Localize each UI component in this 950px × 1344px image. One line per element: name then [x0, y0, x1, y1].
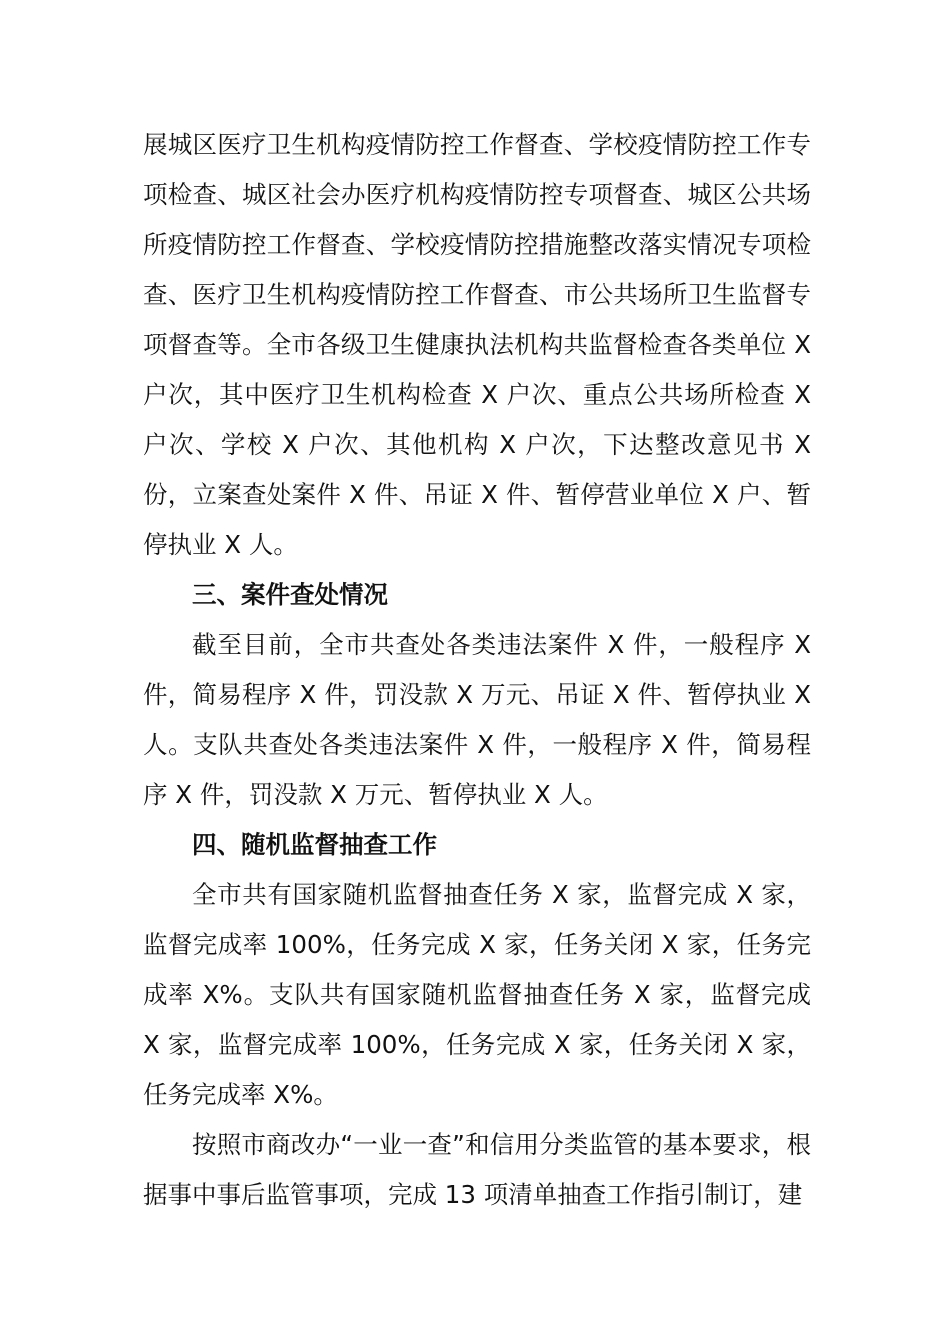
section-heading-random-inspection: 四、随机监督抽查工作: [192, 830, 437, 859]
document-body: [143, 120, 811, 1220]
paragraph-continued: 展城区医疗卫生机构疫情防控工作督查、学校疫情防控工作专项检查、城区社会办医疗机构疫情防控专项督查、城区公共场所疫情防控工作督查、学校疫情防控措施整改落实情况专项检查、医疗卫生机构疫情防控工作督查、市公共场所卫生监督专项督查等。全市各级卫生健康执法机构共监督检查各类单位 X 户次，其中医疗卫生机构检查 X 户次、重点公共场所检查 X 户次、学校 X 户次、其他机构 X 户次，下达整改意见书 X 份，立案查处案件 X 件、吊证 X 件、暂停营业单位 X 户、暂停执业 X 人。: [143, 130, 811, 559]
paragraph-case-investigation: 截至目前，全市共查处各类违法案件 X 件，一般程序 X 件，简易程序 X 件，罚没款 X 万元、吊证 X 件、暂停执业 X 人。支队共查处各类违法案件 X 件，一般程序 X 件，简易程序 X 件，罚没款 X 万元、暂停执业 X 人。: [143, 630, 811, 809]
section-heading-case-investigation: 三、案件查处情况: [192, 580, 388, 609]
paragraph-random-inspection: 全市共有国家随机监督抽查任务 X 家，监督完成 X 家，监督完成率 100%，任务完成 X 家，任务关闭 X 家，任务完成率 X%。支队共有国家随机监督抽查任务 X 家，监督完成 X 家，监督完成率 100%，任务完成 X 家，任务关闭 X 家，任务完成率 X%。: [143, 880, 811, 1109]
paragraph-credit-supervision: 按照市商改办“一业一查”和信用分类监管的基本要求，根据事中事后监管事项，完成 13 项清单抽查工作指引制订，建: [143, 1130, 811, 1209]
